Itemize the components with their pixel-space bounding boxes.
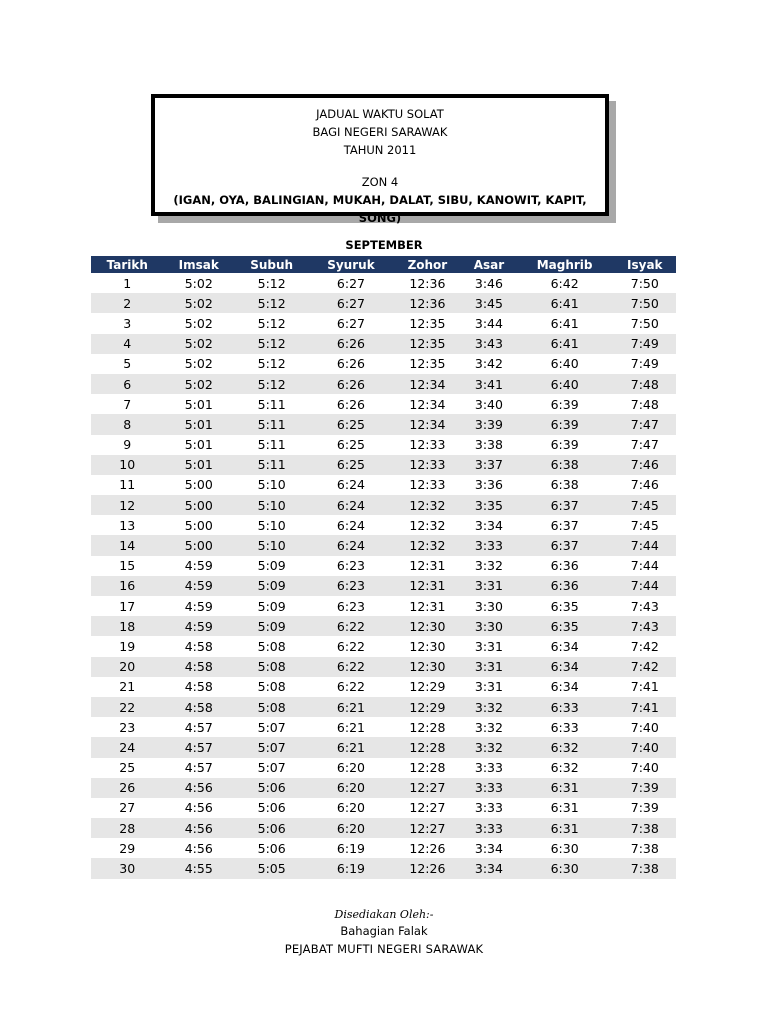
- cell-maghrib: 6:41: [516, 334, 614, 354]
- cell-maghrib: 6:40: [516, 374, 614, 394]
- cell-zohor: 12:27: [393, 778, 463, 798]
- table-row: [91, 354, 676, 374]
- cell-imsak: 5:02: [163, 293, 234, 313]
- table-body: [91, 273, 676, 879]
- cell-imsak: 4:59: [163, 576, 234, 596]
- cell-asar: 3:32: [474, 558, 503, 574]
- cell-zohor: 12:34: [393, 414, 463, 434]
- cell-maghrib: 6:39: [516, 414, 614, 434]
- cell-asar: 3:34: [474, 517, 503, 533]
- cell-subuh: 5:09: [257, 558, 286, 574]
- table-row: [91, 798, 676, 818]
- cell-syuruk: 6:23: [336, 558, 365, 574]
- cell-maghrib: 6:39: [550, 396, 579, 412]
- cell-imsak: 5:00: [163, 535, 234, 555]
- cell-zohor: 12:28: [409, 760, 446, 776]
- cell-tarikh: 12: [91, 495, 163, 515]
- cell-zohor: 12:26: [409, 840, 446, 856]
- cell-syuruk: 6:25: [309, 455, 392, 475]
- col-header-zohor: Zohor: [393, 256, 463, 273]
- cell-maghrib: 6:38: [550, 477, 579, 493]
- table-row: [91, 394, 676, 414]
- table-row: [91, 697, 676, 717]
- cell-maghrib: 6:37: [550, 517, 579, 533]
- title-line-2: BAGI NEGERI SARAWAK: [312, 125, 448, 139]
- cell-subuh: 5:05: [234, 858, 309, 878]
- cell-syuruk: 6:24: [336, 517, 365, 533]
- cell-subuh: 5:11: [234, 455, 309, 475]
- cell-asar: 3:31: [474, 638, 503, 654]
- cell-subuh: 5:12: [234, 334, 309, 354]
- table-row: [91, 758, 676, 778]
- cell-isyak: 7:39: [630, 800, 659, 816]
- cell-zohor: 12:34: [393, 374, 463, 394]
- table-row: [91, 374, 676, 394]
- cell-tarikh: 29: [119, 840, 136, 856]
- cell-zohor: 12:30: [409, 638, 446, 654]
- cell-subuh: 5:08: [257, 638, 286, 654]
- cell-maghrib: 6:36: [550, 558, 579, 574]
- cell-syuruk: 6:24: [309, 495, 392, 515]
- table-row: [91, 596, 676, 616]
- table-row: [91, 616, 676, 636]
- cell-maghrib: 6:31: [516, 818, 614, 838]
- table-row: [91, 717, 676, 737]
- cell-tarikh: 5: [123, 356, 132, 372]
- cell-asar: 3:32: [474, 719, 503, 735]
- table-row: [91, 273, 676, 293]
- cell-isyak: 7:47: [630, 437, 659, 453]
- cell-zohor: 12:34: [409, 396, 446, 412]
- cell-syuruk: 6:23: [336, 598, 365, 614]
- table-row: [91, 838, 676, 858]
- cell-imsak: 4:59: [163, 616, 234, 636]
- cell-imsak: 4:59: [184, 598, 213, 614]
- office-name: PEJABAT MUFTI NEGERI SARAWAK: [284, 942, 484, 956]
- cell-maghrib: 6:42: [550, 275, 579, 291]
- zone-areas: (IGAN, OYA, BALINGIAN, MUKAH, DALAT, SIBU, KANOWIT, KAPIT, SONG): [173, 193, 587, 225]
- cell-isyak: 7:44: [614, 576, 676, 596]
- cell-syuruk: 6:20: [336, 800, 365, 816]
- cell-maghrib: 6:41: [516, 293, 614, 313]
- cell-isyak: 7:38: [614, 818, 676, 838]
- cell-tarikh: 13: [119, 517, 136, 533]
- cell-asar: 3:38: [474, 437, 503, 453]
- cell-syuruk: 6:26: [336, 356, 365, 372]
- cell-maghrib: 6:41: [550, 315, 579, 331]
- cell-subuh: 5:12: [257, 275, 286, 291]
- cell-maghrib: 6:37: [516, 495, 614, 515]
- cell-asar: 3:30: [462, 616, 515, 636]
- cell-tarikh: 24: [91, 737, 163, 757]
- cell-maghrib: 6:31: [550, 800, 579, 816]
- cell-syuruk: 6:22: [309, 616, 392, 636]
- cell-imsak: 4:58: [163, 657, 234, 677]
- cell-subuh: 5:07: [257, 719, 286, 735]
- cell-asar: 3:40: [474, 396, 503, 412]
- cell-isyak: 7:44: [614, 535, 676, 555]
- cell-tarikh: 11: [119, 477, 136, 493]
- cell-imsak: 4:56: [184, 840, 213, 856]
- cell-subuh: 5:06: [234, 818, 309, 838]
- cell-maghrib: 6:30: [550, 840, 579, 856]
- cell-imsak: 5:01: [163, 455, 234, 475]
- cell-tarikh: 7: [123, 396, 132, 412]
- cell-zohor: 12:29: [409, 679, 446, 695]
- cell-maghrib: 6:34: [550, 679, 579, 695]
- cell-syuruk: 6:19: [336, 840, 365, 856]
- table-row: [91, 535, 676, 555]
- cell-asar: 3:33: [474, 760, 503, 776]
- cell-asar: 3:33: [462, 818, 515, 838]
- cell-asar: 3:46: [474, 275, 503, 291]
- cell-subuh: 5:09: [234, 576, 309, 596]
- table-row: [91, 495, 676, 515]
- cell-asar: 3:41: [462, 374, 515, 394]
- cell-maghrib: 6:40: [550, 356, 579, 372]
- cell-asar: 3:36: [474, 477, 503, 493]
- cell-isyak: 7:40: [630, 760, 659, 776]
- cell-maghrib: 6:35: [550, 598, 579, 614]
- cell-zohor: 12:31: [409, 558, 446, 574]
- cell-isyak: 7:42: [614, 657, 676, 677]
- cell-tarikh: 22: [91, 697, 163, 717]
- cell-isyak: 7:40: [630, 719, 659, 735]
- cell-isyak: 7:45: [630, 517, 659, 533]
- cell-zohor: 12:36: [393, 293, 463, 313]
- cell-asar: 3:33: [462, 778, 515, 798]
- title-line-1: JADUAL WAKTU SOLAT: [316, 107, 444, 121]
- cell-asar: 3:33: [474, 800, 503, 816]
- cell-asar: 3:32: [462, 737, 515, 757]
- cell-zohor: 12:28: [409, 719, 446, 735]
- cell-zohor: 12:28: [393, 737, 463, 757]
- cell-zohor: 12:26: [393, 858, 463, 878]
- cell-syuruk: 6:19: [309, 858, 392, 878]
- cell-tarikh: 9: [123, 437, 132, 453]
- cell-imsak: 4:58: [184, 679, 213, 695]
- cell-syuruk: 6:23: [309, 576, 392, 596]
- cell-tarikh: 4: [91, 334, 163, 354]
- cell-subuh: 5:11: [257, 437, 286, 453]
- cell-tarikh: 27: [119, 800, 136, 816]
- cell-subuh: 5:12: [234, 374, 309, 394]
- cell-isyak: 7:48: [614, 374, 676, 394]
- cell-subuh: 5:09: [257, 598, 286, 614]
- cell-imsak: 5:01: [184, 437, 213, 453]
- cell-imsak: 4:57: [184, 719, 213, 735]
- cell-tarikh: 3: [123, 315, 132, 331]
- cell-zohor: 12:30: [393, 616, 463, 636]
- col-header-asar: Asar: [462, 256, 515, 273]
- cell-isyak: 7:44: [630, 558, 659, 574]
- table-row: [91, 556, 676, 576]
- cell-maghrib: 6:38: [516, 455, 614, 475]
- col-header-syuruk: Syuruk: [309, 256, 392, 273]
- cell-syuruk: 6:20: [336, 760, 365, 776]
- cell-tarikh: 25: [119, 760, 136, 776]
- cell-tarikh: 16: [91, 576, 163, 596]
- cell-subuh: 5:12: [234, 293, 309, 313]
- cell-subuh: 5:06: [257, 840, 286, 856]
- cell-maghrib: 6:35: [516, 616, 614, 636]
- cell-imsak: 4:57: [184, 760, 213, 776]
- table-row: [91, 657, 676, 677]
- cell-asar: 3:34: [474, 840, 503, 856]
- table-row: [91, 818, 676, 838]
- title-box: [151, 94, 609, 225]
- cell-maghrib: 6:33: [550, 719, 579, 735]
- cell-asar: 3:35: [462, 495, 515, 515]
- cell-subuh: 5:10: [257, 517, 286, 533]
- cell-syuruk: 6:22: [336, 638, 365, 654]
- cell-zohor: 12:32: [393, 535, 463, 555]
- cell-subuh: 5:06: [234, 778, 309, 798]
- cell-zohor: 12:27: [409, 800, 446, 816]
- col-header-isyak: Isyak: [614, 256, 676, 273]
- cell-isyak: 7:46: [630, 477, 659, 493]
- table-row: [91, 576, 676, 596]
- cell-maghrib: 6:36: [516, 576, 614, 596]
- cell-isyak: 7:39: [614, 778, 676, 798]
- cell-imsak: 5:02: [163, 374, 234, 394]
- cell-syuruk: 6:25: [336, 437, 365, 453]
- cell-maghrib: 6:32: [516, 737, 614, 757]
- cell-asar: 3:31: [462, 576, 515, 596]
- cell-tarikh: 26: [91, 778, 163, 798]
- cell-syuruk: 6:24: [309, 535, 392, 555]
- cell-imsak: 5:00: [163, 495, 234, 515]
- cell-zohor: 12:32: [409, 517, 446, 533]
- cell-subuh: 5:12: [257, 356, 286, 372]
- cell-imsak: 5:02: [163, 334, 234, 354]
- cell-asar: 3:37: [462, 455, 515, 475]
- cell-subuh: 5:08: [234, 657, 309, 677]
- cell-tarikh: 19: [119, 638, 136, 654]
- cell-syuruk: 6:26: [309, 374, 392, 394]
- cell-syuruk: 6:20: [309, 778, 392, 798]
- cell-subuh: 5:12: [257, 315, 286, 331]
- table-row: [91, 778, 676, 798]
- cell-tarikh: 21: [119, 679, 136, 695]
- cell-syuruk: 6:24: [336, 477, 365, 493]
- table-row: [91, 313, 676, 333]
- cell-asar: 3:39: [462, 414, 515, 434]
- prepared-by-label: Disediakan Oleh:-: [334, 908, 434, 921]
- cell-asar: 3:34: [462, 858, 515, 878]
- cell-isyak: 7:50: [630, 315, 659, 331]
- cell-subuh: 5:08: [234, 697, 309, 717]
- cell-subuh: 5:11: [234, 414, 309, 434]
- cell-tarikh: 20: [91, 657, 163, 677]
- cell-imsak: 5:02: [184, 356, 213, 372]
- cell-subuh: 5:07: [234, 737, 309, 757]
- cell-isyak: 7:43: [630, 598, 659, 614]
- cell-subuh: 5:10: [234, 535, 309, 555]
- cell-isyak: 7:38: [614, 858, 676, 878]
- cell-subuh: 5:11: [257, 396, 286, 412]
- cell-zohor: 12:36: [409, 275, 446, 291]
- cell-zohor: 12:33: [393, 455, 463, 475]
- cell-isyak: 7:49: [630, 356, 659, 372]
- table-row: [91, 435, 676, 455]
- cell-tarikh: 2: [91, 293, 163, 313]
- cell-imsak: 4:59: [184, 558, 213, 574]
- department-name: Bahagian Falak: [340, 924, 428, 938]
- cell-imsak: 4:55: [163, 858, 234, 878]
- col-header-maghrib: Maghrib: [516, 256, 614, 273]
- prayer-times-table: [91, 256, 676, 879]
- cell-zohor: 12:33: [409, 477, 446, 493]
- col-header-tarikh: Tarikh: [91, 256, 163, 273]
- cell-isyak: 7:46: [614, 455, 676, 475]
- cell-imsak: 5:02: [184, 315, 213, 331]
- cell-maghrib: 6:34: [516, 657, 614, 677]
- month-heading: SEPTEMBER: [345, 238, 423, 252]
- cell-tarikh: 30: [91, 858, 163, 878]
- cell-asar: 3:45: [462, 293, 515, 313]
- cell-isyak: 7:50: [630, 275, 659, 291]
- cell-maghrib: 6:33: [516, 697, 614, 717]
- table-row: [91, 515, 676, 535]
- cell-subuh: 5:07: [257, 760, 286, 776]
- cell-syuruk: 6:27: [309, 293, 392, 313]
- cell-zohor: 12:33: [409, 437, 446, 453]
- zone-label: ZON 4: [361, 175, 399, 189]
- cell-asar: 3:30: [474, 598, 503, 614]
- cell-maghrib: 6:30: [516, 858, 614, 878]
- cell-zohor: 12:32: [393, 495, 463, 515]
- cell-maghrib: 6:37: [516, 535, 614, 555]
- cell-syuruk: 6:26: [336, 396, 365, 412]
- cell-syuruk: 6:20: [309, 818, 392, 838]
- cell-syuruk: 6:27: [336, 275, 365, 291]
- cell-asar: 3:31: [474, 679, 503, 695]
- cell-syuruk: 6:22: [336, 679, 365, 695]
- cell-isyak: 7:45: [614, 495, 676, 515]
- cell-maghrib: 6:34: [550, 638, 579, 654]
- table-row: [91, 737, 676, 757]
- cell-syuruk: 6:26: [309, 334, 392, 354]
- cell-asar: 3:44: [474, 315, 503, 331]
- table-row: [91, 475, 676, 495]
- cell-syuruk: 6:27: [336, 315, 365, 331]
- cell-tarikh: 17: [119, 598, 136, 614]
- cell-imsak: 5:01: [184, 396, 213, 412]
- cell-asar: 3:33: [462, 535, 515, 555]
- cell-imsak: 5:00: [184, 477, 213, 493]
- cell-zohor: 12:27: [393, 818, 463, 838]
- cell-subuh: 5:06: [257, 800, 286, 816]
- table-header-row: [91, 256, 676, 273]
- cell-tarikh: 23: [119, 719, 136, 735]
- cell-imsak: 5:02: [184, 275, 213, 291]
- cell-subuh: 5:10: [257, 477, 286, 493]
- cell-isyak: 7:42: [630, 638, 659, 654]
- cell-imsak: 4:57: [163, 737, 234, 757]
- cell-syuruk: 6:21: [309, 737, 392, 757]
- cell-imsak: 5:00: [184, 517, 213, 533]
- cell-isyak: 7:41: [614, 697, 676, 717]
- cell-tarikh: 1: [123, 275, 132, 291]
- cell-tarikh: 6: [91, 374, 163, 394]
- cell-tarikh: 10: [91, 455, 163, 475]
- cell-imsak: 4:56: [184, 800, 213, 816]
- cell-imsak: 4:56: [163, 778, 234, 798]
- cell-zohor: 12:29: [393, 697, 463, 717]
- cell-isyak: 7:49: [614, 334, 676, 354]
- cell-asar: 3:31: [462, 657, 515, 677]
- cell-isyak: 7:43: [614, 616, 676, 636]
- cell-syuruk: 6:22: [309, 657, 392, 677]
- table-row: [91, 677, 676, 697]
- table-row: [91, 293, 676, 313]
- cell-isyak: 7:47: [614, 414, 676, 434]
- cell-subuh: 5:10: [234, 495, 309, 515]
- cell-syuruk: 6:21: [336, 719, 365, 735]
- table-row: [91, 334, 676, 354]
- cell-imsak: 4:58: [163, 697, 234, 717]
- cell-isyak: 7:48: [630, 396, 659, 412]
- cell-imsak: 5:01: [163, 414, 234, 434]
- cell-asar: 3:43: [462, 334, 515, 354]
- cell-tarikh: 15: [119, 558, 136, 574]
- title-year: TAHUN 2011: [343, 143, 417, 157]
- cell-tarikh: 18: [91, 616, 163, 636]
- cell-maghrib: 6:32: [550, 760, 579, 776]
- cell-isyak: 7:41: [630, 679, 659, 695]
- cell-syuruk: 6:25: [309, 414, 392, 434]
- cell-imsak: 4:56: [163, 818, 234, 838]
- cell-tarikh: 14: [91, 535, 163, 555]
- cell-isyak: 7:40: [614, 737, 676, 757]
- cell-maghrib: 6:31: [516, 778, 614, 798]
- cell-zohor: 12:35: [409, 356, 446, 372]
- cell-asar: 3:32: [462, 697, 515, 717]
- cell-maghrib: 6:39: [550, 437, 579, 453]
- cell-imsak: 4:58: [184, 638, 213, 654]
- cell-subuh: 5:08: [257, 679, 286, 695]
- cell-zohor: 12:30: [393, 657, 463, 677]
- cell-zohor: 12:31: [409, 598, 446, 614]
- cell-syuruk: 6:21: [309, 697, 392, 717]
- cell-tarikh: 8: [91, 414, 163, 434]
- table-row: [91, 455, 676, 475]
- cell-asar: 3:42: [474, 356, 503, 372]
- col-header-subuh: Subuh: [234, 256, 309, 273]
- col-header-imsak: Imsak: [163, 256, 234, 273]
- cell-subuh: 5:09: [234, 616, 309, 636]
- cell-zohor: 12:35: [409, 315, 446, 331]
- table-row: [91, 858, 676, 878]
- cell-isyak: 7:50: [614, 293, 676, 313]
- table-row: [91, 414, 676, 434]
- cell-isyak: 7:38: [630, 840, 659, 856]
- cell-tarikh: 28: [91, 818, 163, 838]
- table-row: [91, 636, 676, 656]
- cell-zohor: 12:35: [393, 334, 463, 354]
- cell-zohor: 12:31: [393, 576, 463, 596]
